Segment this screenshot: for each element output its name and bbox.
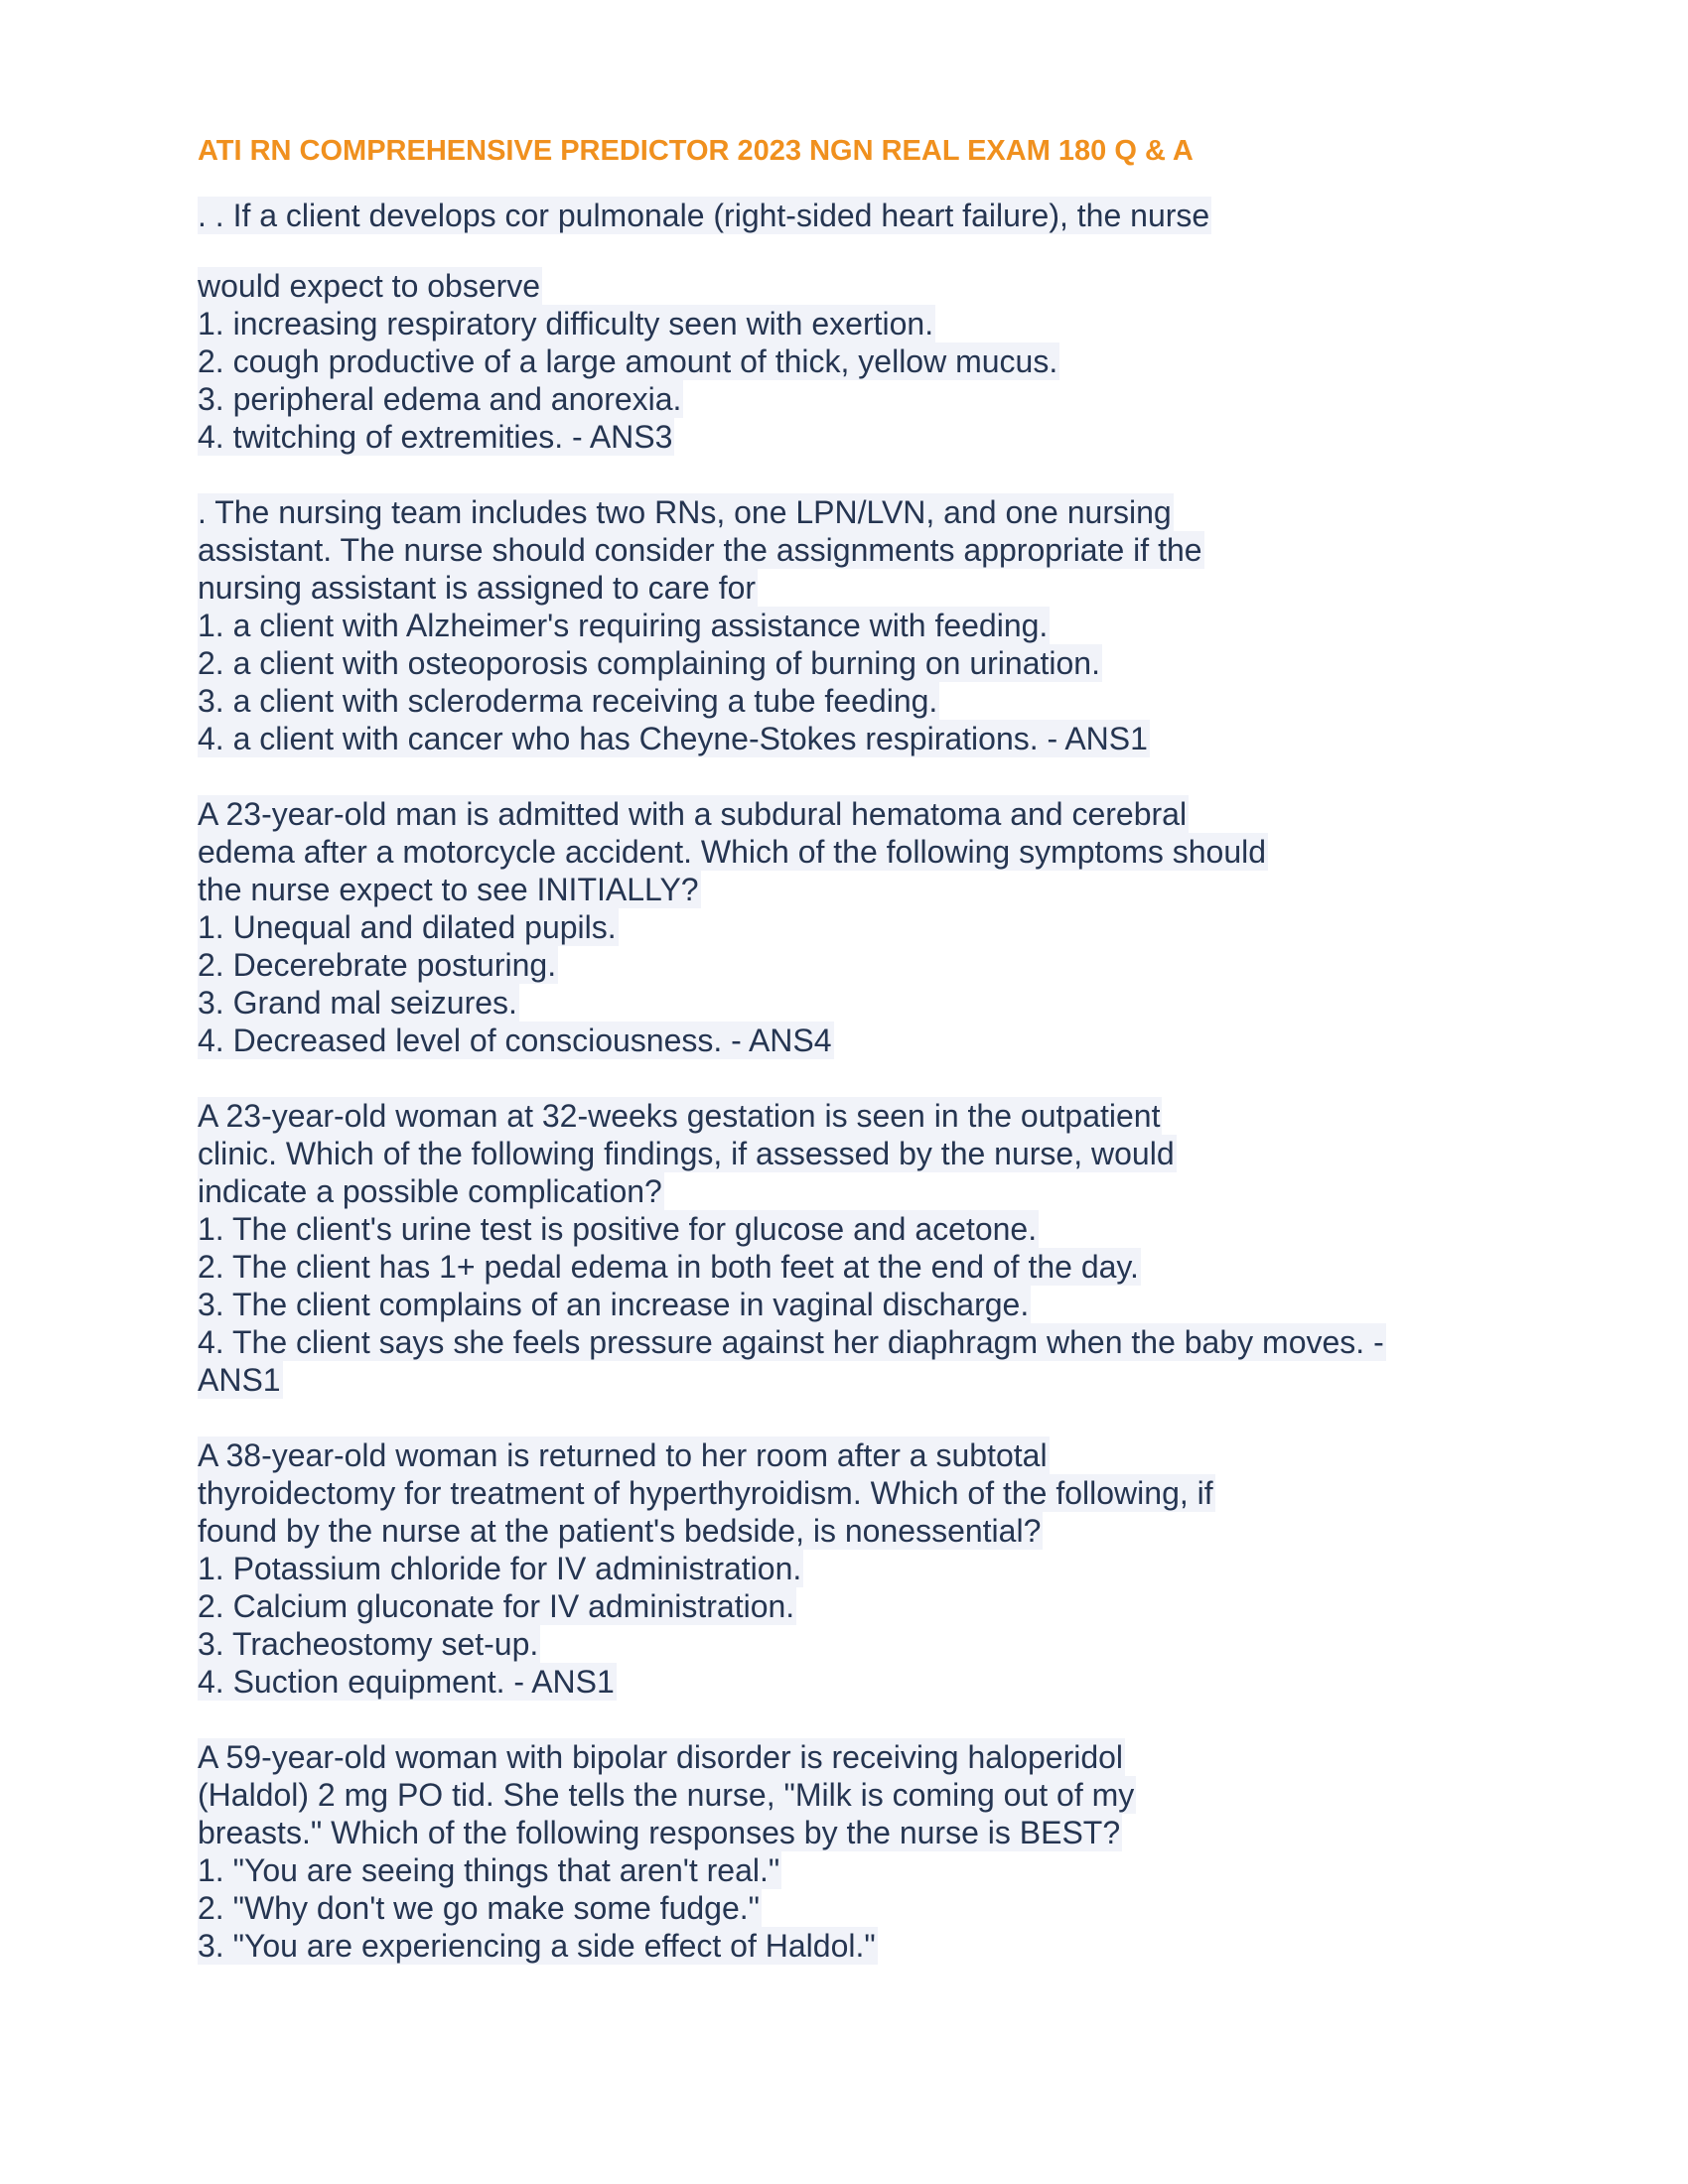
question-stem-line: the nurse expect to see INITIALLY? bbox=[198, 872, 699, 907]
answer-option: 1. "You are seeing things that aren't real." bbox=[198, 1852, 780, 1888]
answer-option: 4. Suction equipment. - ANS1 bbox=[198, 1664, 615, 1700]
answer-option: 3. Tracheostomy set-up. bbox=[198, 1626, 539, 1662]
answer-option: 2. Calcium gluconate for IV administration. bbox=[198, 1588, 795, 1624]
answer-option: 3. "You are experiencing a side effect of Haldol." bbox=[198, 1928, 876, 1964]
question-stem-line: A 23-year-old woman at 32-weeks gestation is seen in the outpatient bbox=[198, 1098, 1161, 1134]
document-title: ATI RN COMPREHENSIVE PREDICTOR 2023 NGN REAL EXAM 180 Q & A bbox=[198, 135, 1194, 167]
answer-option: 3. Grand mal seizures. bbox=[198, 985, 517, 1021]
answer-option: 1. increasing respiratory difficulty seen with exertion. bbox=[198, 306, 934, 341]
question-stem-line: assistant. The nurse should consider the assignments appropriate if the bbox=[198, 532, 1202, 568]
question-stem-line: A 23-year-old man is admitted with a subdural hematoma and cerebral bbox=[198, 796, 1188, 832]
question-stem-line: A 59-year-old woman with bipolar disorder is receiving haloperidol bbox=[198, 1739, 1124, 1775]
answer-option: 1. Unequal and dilated pupils. bbox=[198, 909, 617, 945]
answer-option: 2. The client has 1+ pedal edema in both feet at the end of the day. bbox=[198, 1249, 1139, 1285]
answer-option: 4. twitching of extremities. - ANS3 bbox=[198, 419, 673, 455]
question-stem-line: . The nursing team includes two RNs, one LPN/LVN, and one nursing bbox=[198, 494, 1172, 530]
answer-option: 4. The client says she feels pressure against her diaphragm when the baby moves. - bbox=[198, 1324, 1384, 1360]
question-stem-line: (Haldol) 2 mg PO tid. She tells the nurse, "Milk is coming out of my bbox=[198, 1777, 1135, 1813]
answer-option: 4. Decreased level of consciousness. - ANS4 bbox=[198, 1023, 832, 1058]
question-stem-line: clinic. Which of the following findings, if assessed by the nurse, would bbox=[198, 1136, 1175, 1171]
answer-option: 2. Decerebrate posturing. bbox=[198, 947, 557, 983]
answer-option: 1. a client with Alzheimer's requiring assistance with feeding. bbox=[198, 608, 1049, 643]
answer-option: 2. cough productive of a large amount of thick, yellow mucus. bbox=[198, 343, 1058, 379]
answer-option: 4. a client with cancer who has Cheyne-Stokes respirations. - ANS1 bbox=[198, 721, 1148, 756]
answer-option: 1. The client's urine test is positive for glucose and acetone. bbox=[198, 1211, 1038, 1247]
question-stem-line: found by the nurse at the patient's bedside, is nonessential? bbox=[198, 1513, 1042, 1549]
question-stem-line: would expect to observe bbox=[198, 268, 541, 304]
answer-option: 2. "Why don't we go make some fudge." bbox=[198, 1890, 760, 1926]
question-stem-line: indicate a possible complication? bbox=[198, 1173, 662, 1209]
question-stem-line: . . If a client develops cor pulmonale (right-sided heart failure), the nurse bbox=[198, 198, 1210, 233]
answer-option: 2. a client with osteoporosis complaining of burning on urination. bbox=[198, 645, 1100, 681]
answer-option: 3. a client with scleroderma receiving a tube feeding. bbox=[198, 683, 938, 719]
question-stem-line: edema after a motorcycle accident. Which of the following symptoms should bbox=[198, 834, 1267, 870]
answer-option: 1. Potassium chloride for IV administration. bbox=[198, 1551, 802, 1586]
answer-key: ANS1 bbox=[198, 1362, 281, 1398]
answer-option: 3. The client complains of an increase in vaginal discharge. bbox=[198, 1287, 1030, 1322]
question-stem-line: nursing assistant is assigned to care for bbox=[198, 570, 757, 606]
question-stem-line: breasts." Which of the following responses by the nurse is BEST? bbox=[198, 1815, 1121, 1850]
answer-option: 3. peripheral edema and anorexia. bbox=[198, 381, 682, 417]
question-stem-line: A 38-year-old woman is returned to her room after a subtotal bbox=[198, 1437, 1048, 1473]
question-stem-line: thyroidectomy for treatment of hyperthyroidism. Which of the following, if bbox=[198, 1475, 1213, 1511]
